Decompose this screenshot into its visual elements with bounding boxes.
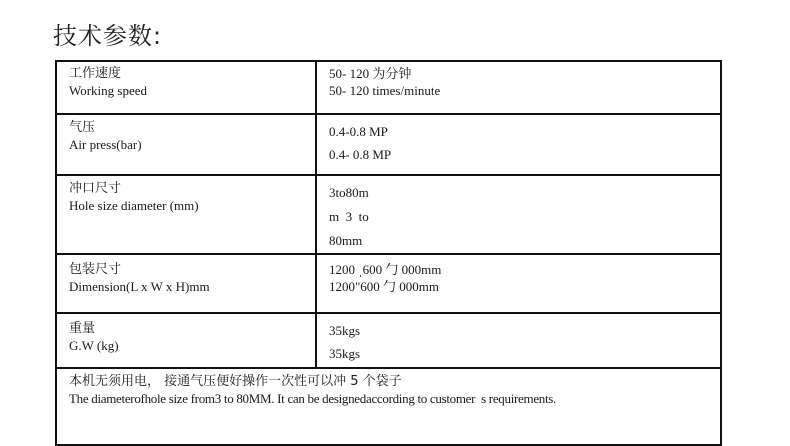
- row-label: [56, 254, 316, 313]
- label-zh: 工作速度: [69, 66, 122, 81]
- row-value: [316, 313, 721, 368]
- value-line: 35kgs: [329, 323, 361, 338]
- value-line: 35kgs: [329, 346, 361, 361]
- label-en: Dimension(L x W x H)mm: [69, 279, 210, 294]
- label-zh: 冲口尺寸: [69, 181, 122, 196]
- row-value: [316, 61, 721, 114]
- row-label: [56, 175, 316, 254]
- label-en: Working speed: [69, 83, 148, 98]
- value-line: 80mm: [329, 233, 363, 248]
- label-zh: 重量: [69, 321, 96, 336]
- value-line: 50- 120 为分钟: [329, 66, 412, 81]
- value-line: m 3 to: [329, 209, 369, 224]
- row-label: [56, 114, 316, 175]
- note-en: The diameterofhole size from3 to 80MM. It can be designedaccording to customer s requirements.: [69, 391, 557, 406]
- value-line: 3to80m: [329, 185, 369, 200]
- row-value: [316, 175, 721, 254]
- table-row-working-speed: [56, 61, 721, 114]
- row-value: [316, 254, 721, 313]
- note-zh: 本机无须用电， 接通气压便好操作一次性可以冲 5 个袋子: [69, 374, 402, 389]
- table-row-gross-weight: [56, 313, 721, 368]
- table-row-note: [56, 368, 721, 445]
- label-zh: 气压: [69, 120, 96, 135]
- spec-table: [55, 60, 722, 446]
- row-label: [56, 313, 316, 368]
- label-en: Air press(bar): [69, 137, 142, 152]
- label-en: G.W (kg): [69, 338, 119, 353]
- table-row-hole-size: [56, 175, 721, 254]
- page-title: 技术参数:: [53, 22, 163, 50]
- row-label: [56, 61, 316, 114]
- label-en: Hole size diameter (mm): [69, 198, 199, 213]
- row-value: [316, 114, 721, 175]
- value-line: 0.4-0.8 MP: [329, 124, 388, 139]
- label-zh: 包装尺寸: [69, 262, 122, 277]
- value-line: 1200"600 勹 000mm: [329, 279, 440, 294]
- value-line: 0.4- 0.8 MP: [329, 147, 392, 162]
- value-line: 50- 120 times/minute: [329, 83, 441, 98]
- note-cell: [56, 368, 721, 445]
- value-line: 1200 ˌ600 勹 000mm: [329, 262, 442, 277]
- table-row-air-press: [56, 114, 721, 175]
- table-row-dimension: [56, 254, 721, 313]
